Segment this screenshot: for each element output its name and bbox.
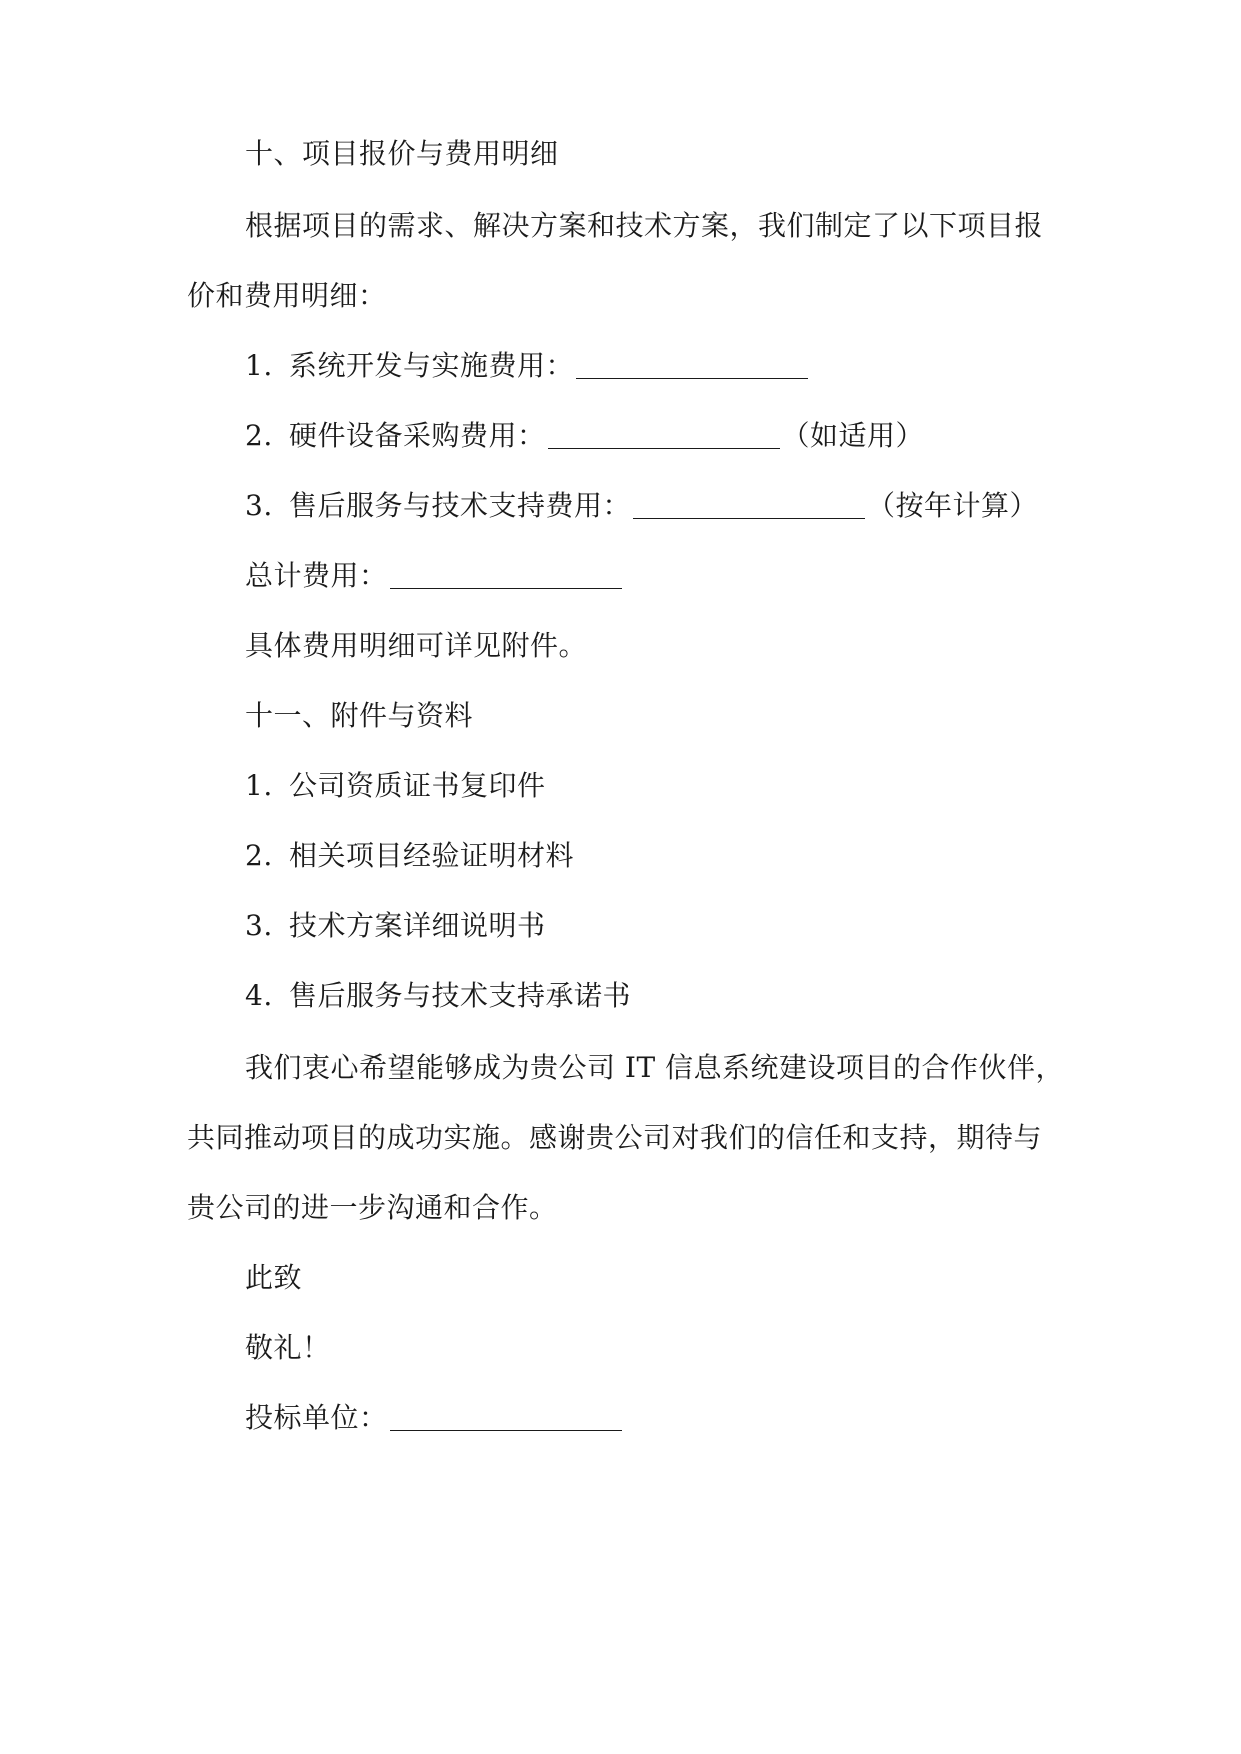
fee-item-1: [245, 348, 810, 384]
section-11-heading: 十一、附件与资料: [245, 699, 474, 732]
attachment-item-2: [245, 838, 574, 874]
attachment-item-label: 相关项目经验证明材料: [289, 839, 575, 872]
fee-item-label: 系统开发与实施费用：: [289, 349, 575, 382]
section-10-heading: 十、项目报价与费用明细: [245, 137, 559, 170]
fee-item-note: （如适用）: [781, 419, 925, 452]
closing-line-3: 贵公司的进一步沟通和合作。: [187, 1191, 558, 1224]
attachment-item-3: [245, 908, 546, 944]
fee-item-number: 3.: [245, 489, 273, 522]
total-fee-label: 总计费用：: [245, 559, 388, 592]
fee-item-3: [245, 488, 1038, 524]
fee-item-label: 硬件设备采购费用：: [289, 419, 546, 452]
fee-item-2: [245, 418, 924, 454]
attachment-item-number: 4.: [245, 979, 273, 1012]
fee-amount-blank: [576, 352, 808, 379]
fee-amount-blank: [548, 422, 780, 449]
section-10-intro-line-2: 价和费用明细：: [187, 279, 387, 312]
total-fee: [245, 558, 624, 594]
fee-item-note: （按年计算）: [867, 489, 1039, 522]
bidder: [245, 1400, 624, 1436]
salutation-1: 此致: [245, 1261, 303, 1294]
attachment-item-number: 3.: [245, 909, 273, 942]
fee-amount-blank: [633, 492, 865, 519]
fee-item-number: 1.: [245, 349, 273, 382]
attachment-item-number: 1.: [245, 769, 273, 802]
section-10-intro-line-1: 根据项目的需求、解决方案和技术方案，我们制定了以下项目报: [245, 209, 1044, 242]
salutation-2: 敬礼！: [245, 1331, 331, 1364]
fee-detail-note: 具体费用明细可详见附件。: [245, 629, 588, 662]
attachment-item-number: 2.: [245, 839, 273, 872]
attachment-item-1: [245, 768, 546, 804]
total-fee-blank: [390, 562, 622, 589]
attachment-item-label: 技术方案详细说明书: [289, 909, 546, 942]
attachment-item-label: 售后服务与技术支持承诺书: [289, 979, 632, 1012]
closing-line-2: 共同推动项目的成功实施。感谢贵公司对我们的信任和支持，期待与: [187, 1121, 1043, 1154]
bidder-label: 投标单位：: [245, 1401, 388, 1434]
bidder-blank: [390, 1404, 622, 1431]
attachment-item-label: 公司资质证书复印件: [289, 769, 546, 802]
fee-item-label: 售后服务与技术支持费用：: [289, 489, 632, 522]
attachment-item-4: [245, 978, 631, 1014]
fee-item-number: 2.: [245, 419, 273, 452]
closing-line-1: 我们衷心希望能够成为贵公司 IT 信息系统建设项目的合作伙伴，: [245, 1051, 1065, 1084]
